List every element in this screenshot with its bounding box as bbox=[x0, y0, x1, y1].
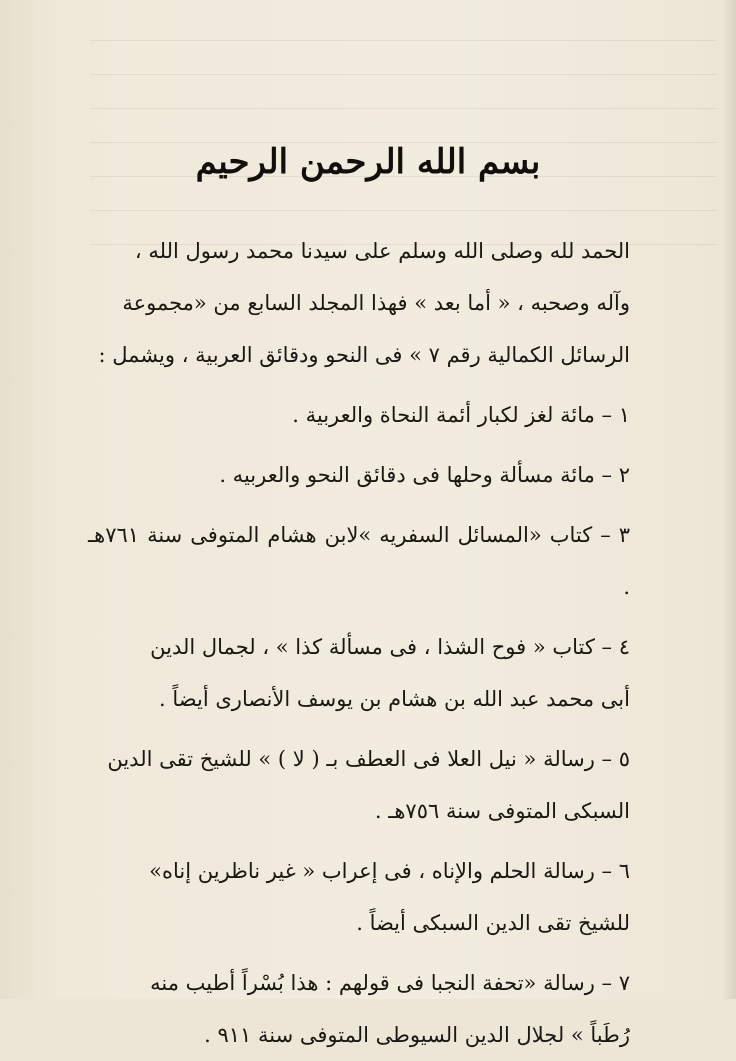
list-item-7: ٧ – رسالة «تحفة النجبا فى قولهم : هذا بُسْراً أطيب منه bbox=[150, 971, 630, 995]
basmala-heading: بسم الله الرحمن الرحيم bbox=[195, 142, 541, 182]
intro-line: الرسائل الكمالية رقم ٧ » فى النحو ودقائق العربية ، ويشمل : bbox=[98, 343, 630, 367]
list-item-7-continuation: رُطَباً » لجلال الدين السيوطى المتوفى سنة ٩١١ . bbox=[204, 1023, 630, 1047]
intro-line: وآله وصحبه ، « أما بعد » فهذا المجلد السابع من «مجموعة bbox=[122, 291, 630, 315]
show-through-line bbox=[90, 40, 716, 41]
show-through-line bbox=[90, 210, 716, 211]
list-item-4-continuation: أبى محمد عبد الله بن هشام بن يوسف الأنصارى أيضاً . bbox=[159, 687, 630, 711]
list-item-5-continuation: السبكى المتوفى سنة ٧٥٦هـ . bbox=[374, 799, 630, 823]
list-item-5: ٥ – رسالة « نيل العلا فى العطف بـ ( لا ) » للشيخ تقى الدين bbox=[107, 747, 630, 771]
list-item-4: ٤ – كتاب « فوح الشذا ، فى مسألة كذا » ، لجمال الدين bbox=[150, 635, 630, 659]
list-item-3: ٣ – كتاب «المسائل السفريه »لابن هشام المتوفى سنة ٧٦١هـ . bbox=[88, 523, 630, 599]
list-item-2: ٢ – مائة مسألة وحلها فى دقائق النحو والعربيه . bbox=[219, 463, 630, 487]
show-through-line bbox=[90, 108, 716, 109]
page-text bbox=[88, 225, 630, 1061]
show-through-line bbox=[90, 74, 716, 75]
list-item-6-continuation: للشيخ تقى الدين السبكى أيضاً . bbox=[356, 911, 630, 935]
list-item-6: ٦ – رسالة الحلم والإناه ، فى إعراب « غير ناظرين إناه» bbox=[149, 859, 630, 883]
list-item-1: ١ – مائة لغز لكبار أئمة النحاة والعربية . bbox=[292, 403, 630, 427]
intro-line: الحمد لله وصلى الله وسلم على سيدنا محمد رسول الله ، bbox=[134, 239, 630, 263]
